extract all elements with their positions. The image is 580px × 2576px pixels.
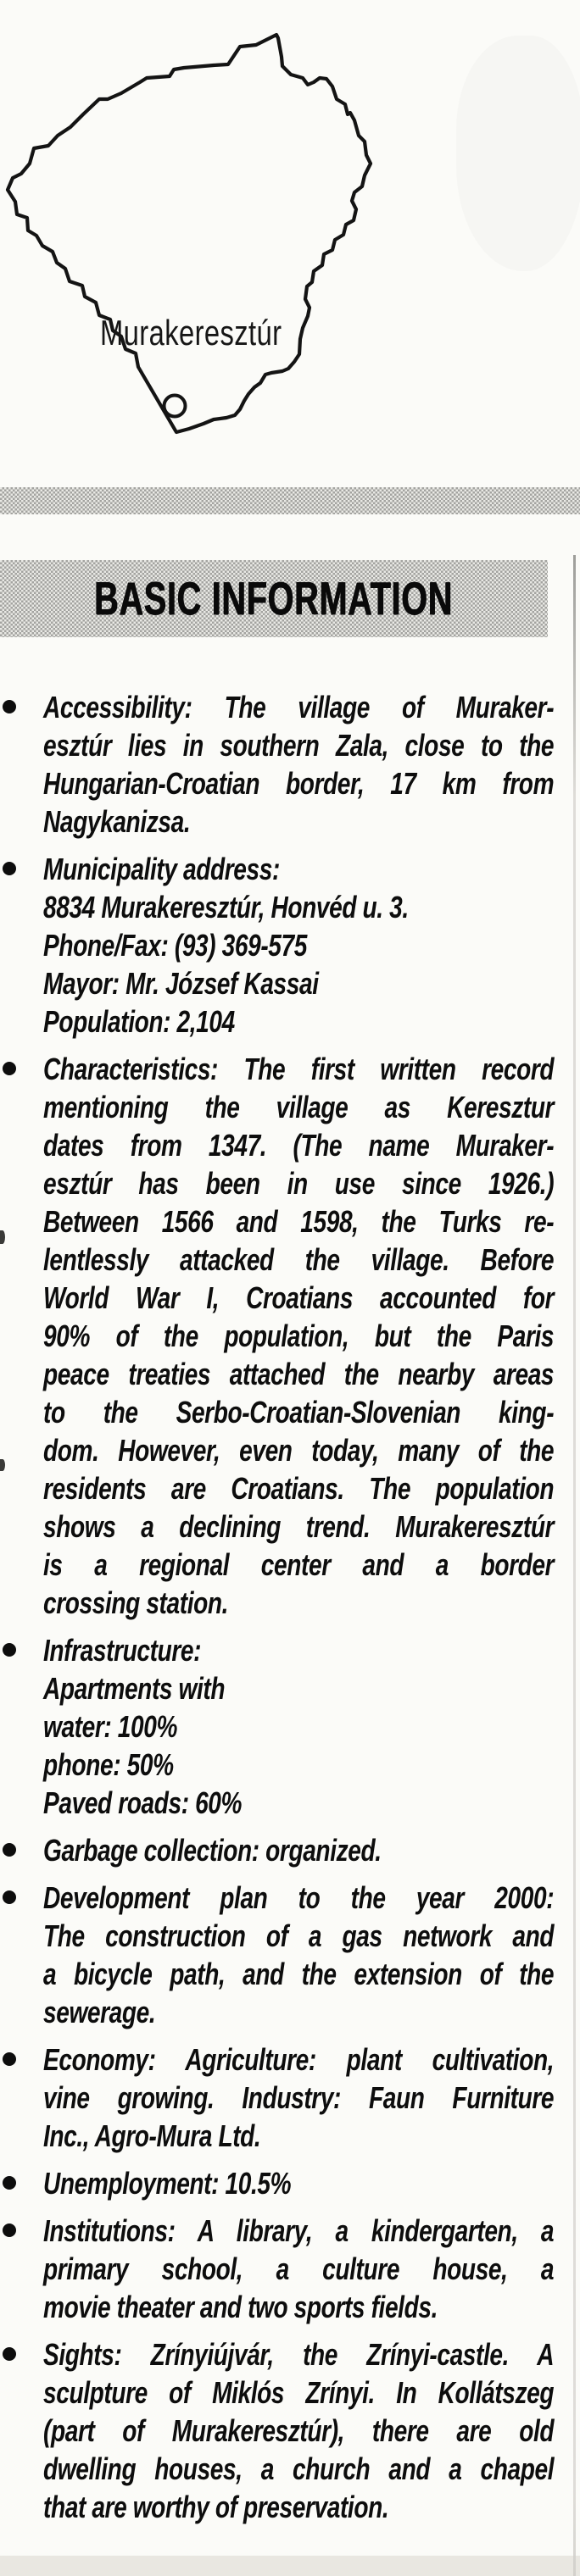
text-line: Garbage collection: organized. [43,1833,382,1868]
page-bottom-strip [0,2556,580,2576]
text-line: Accessibility: The village of Muraker- [43,690,555,724]
divider-bar-halftone [0,487,580,514]
text-line: Municipality address: [43,852,280,886]
text-line: 8834 Murakeresztúr, Honvéd u. 3. [43,890,409,924]
text-line: Economy: Agriculture: plant cultivation, [43,2042,555,2077]
bullet-item [0,1879,580,2031]
bullet-dot [3,2176,16,2190]
text-line: Sights: Zrínyiújvár, the Zrínyi-castle. A [43,2337,555,2372]
text-line: phone: 50% [43,1747,174,1782]
bullet-list [0,688,580,2535]
text-line: (part of Murakeresztúr), there are old [43,2413,555,2448]
text-line: water: 100% [43,1709,178,1744]
text-line: Between 1566 and 1598, the Turks re- [43,1204,555,1239]
text-line: dwelling houses, a church and a chapel [43,2451,555,2486]
bullet-item [0,2040,580,2155]
bullet-item [0,2335,580,2526]
bullet-item [0,2212,580,2326]
text-line: Institutions: A library, a kindergarten, a [43,2213,555,2248]
text-line: that are worthy of preservation. [43,2490,389,2524]
text-line: Development plan to the year 2000: [43,1880,555,1915]
text-line: Nagykanizsa. [43,804,191,839]
text-line: Paved roads: 60% [43,1785,243,1820]
text-line: to the Serbo-Croatian-Slovenian king- [43,1395,555,1430]
bullet-item [0,1831,580,1869]
scan-speck [0,1459,5,1471]
scan-artifact-blob [456,36,580,271]
village-boundary-outline [8,35,371,432]
village-marker-circle [165,396,186,417]
text-line: Apartments with [43,1671,226,1706]
text-line: shows a declining trend. Murakeresztúr [43,1509,555,1544]
bullet-item [0,1050,580,1622]
bullet-dot [3,1890,16,1904]
text-line: movie theater and two sports fields. [43,2290,438,2324]
bullet-item [0,688,580,841]
text-line: is a regional center and a border [43,1547,555,1582]
bullet-dot [3,2223,16,2237]
text-line: Population: 2,104 [43,1004,235,1039]
village-map [0,0,580,487]
bullet-dot [3,2347,16,2361]
text-line: lentlessly attacked the village. Before [43,1242,555,1277]
text-line: Hungarian-Croatian border, 17 km from [43,766,555,801]
text-line: The construction of a gas network and [43,1918,555,1953]
bullet-dot [3,2052,16,2066]
text-line: esztúr lies in southern Zala, close to the [43,728,555,763]
text-line: dates from 1347. (The name Muraker- [43,1128,555,1163]
text-line: esztúr has been in use since 1926.) [43,1166,555,1201]
scan-speck [0,1230,5,1244]
section-title: BASIC INFORMATION [94,572,454,625]
text-line: crossing station. [43,1585,229,1620]
text-line: World War I, Croatians accounted for [43,1280,555,1315]
bullet-dot [3,862,16,875]
text-line: vine growing. Industry: Faun Furniture [43,2080,555,2115]
text-line: Mayor: Mr. József Kassai [43,966,319,1001]
text-line: primary school, a culture house, a [43,2251,555,2286]
bullet-item [0,1631,580,1822]
map-label: Murakeresztúr [100,313,282,353]
text-line: 90% of the population, but the Paris [43,1319,555,1353]
scan-edge-line [573,555,576,2576]
text-line: residents are Croatians. The population [43,1471,555,1506]
bullet-dot [3,1062,16,1075]
text-line: sculpture of Miklós Zrínyi. In Kollátszeg [43,2375,555,2410]
text-line: mentioning the village as Keresztur [43,1090,555,1124]
bullet-dot [3,1843,16,1857]
text-line: dom. However, even today, many of the [43,1433,555,1468]
bullet-dot [3,700,16,713]
text-line: a bicycle path, and the extension of the [43,1957,555,1991]
text-line: Inc., Agro-Mura Ltd. [43,2118,261,2153]
text-line: sewerage. [43,1995,156,2029]
text-line: peace treaties attached the nearby areas [43,1357,555,1391]
bullet-item [0,850,580,1041]
bullet-item [0,2164,580,2202]
text-line: Infrastructure: [43,1633,202,1668]
text-line: Phone/Fax: (93) 369-575 [43,928,307,963]
village-outline-svg [0,0,399,475]
text-line: Unemployment: 10.5% [43,2166,292,2201]
bullet-dot [3,1643,16,1657]
section-header [0,560,548,637]
text-line: Characteristics: The first written record [43,1052,555,1086]
